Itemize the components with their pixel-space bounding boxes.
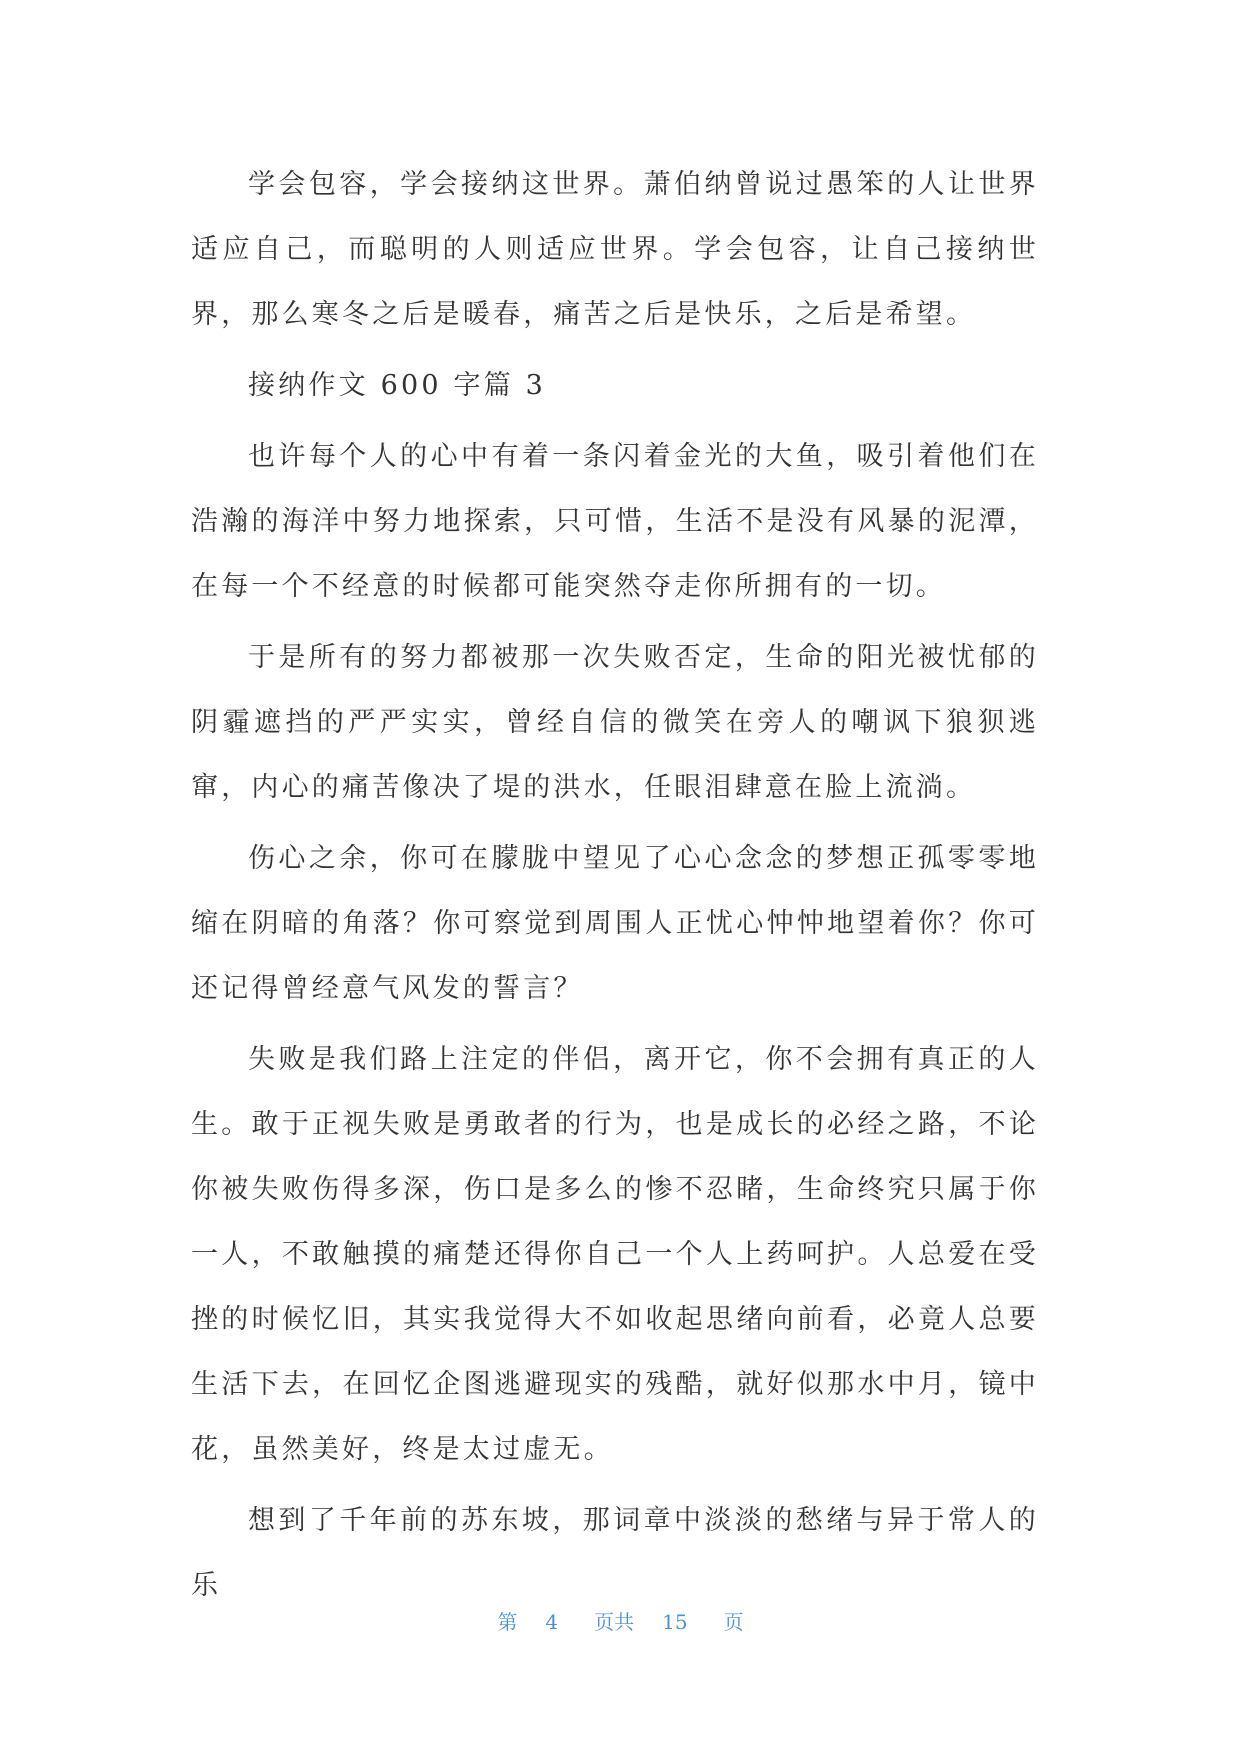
page-footer <box>0 1606 1241 1635</box>
footer-total-pages: 15 <box>662 1610 688 1634</box>
paragraph-6: 想到了千年前的苏东坡，那词章中淡淡的愁绪与异于常人的乐 <box>191 1505 1039 1601</box>
footer-suffix: 页 <box>723 1610 744 1634</box>
paragraph-2: 也许每个人的心中有着一条闪着金光的大鱼，吸引着他们在浩瀚的海洋中努力地探索，只可惜，生活不是没有风暴的泥潭，在每一个不经意的时候都可能突然夺走你所拥有的一切。 <box>191 441 1039 602</box>
paragraph-3: 于是所有的努力都被那一次失败否定，生命的阳光被忧郁的阴霾遮挡的严严实实，曾经自信的微笑在旁人的嘲讽下狼狈逃窜，内心的痛苦像决了堤的洪水，任眼泪肆意在脸上流淌。 <box>191 642 1039 803</box>
footer-middle: 页共 <box>594 1610 635 1634</box>
footer-current-page: 4 <box>545 1610 559 1634</box>
paragraph-4: 伤心之余，你可在朦胧中望见了心心念念的梦想正孤零零地缩在阴暗的角落？你可察觉到周围人正忧心忡忡地望着你？你可还记得曾经意气风发的誓言？ <box>191 843 1039 1004</box>
footer-prefix: 第 <box>497 1610 518 1634</box>
paragraph-5: 失败是我们路上注定的伴侣，离开它，你不会拥有真正的人生。敢于正视失败是勇敢者的行为，也是成长的必经之路，不论你被失败伤得多深，伤口是多么的惨不忍睹，生命终究只属于你一人，不敢触摸的痛楚还得你自己一个人上药呵护。人总爱在受挫的时候忆旧，其实我觉得大不如收起思绪向前看，必竟人总要生活下去，在回忆企图逃避现实的残酷，就好似那水中月，镜中花，虽然美好，终是太过虚无。 <box>191 1044 1039 1465</box>
section-heading: 接纳作文 600 字篇 3 <box>248 370 547 401</box>
document-body <box>191 152 1039 1624</box>
paragraph-1: 学会包容，学会接纳这世界。萧伯纳曾说过愚笨的人让世界适应自己，而聪明的人则适应世界。学会包容，让自己接纳世界，那么寒冬之后是暖春，痛苦之后是快乐，之后是希望。 <box>191 169 1039 330</box>
